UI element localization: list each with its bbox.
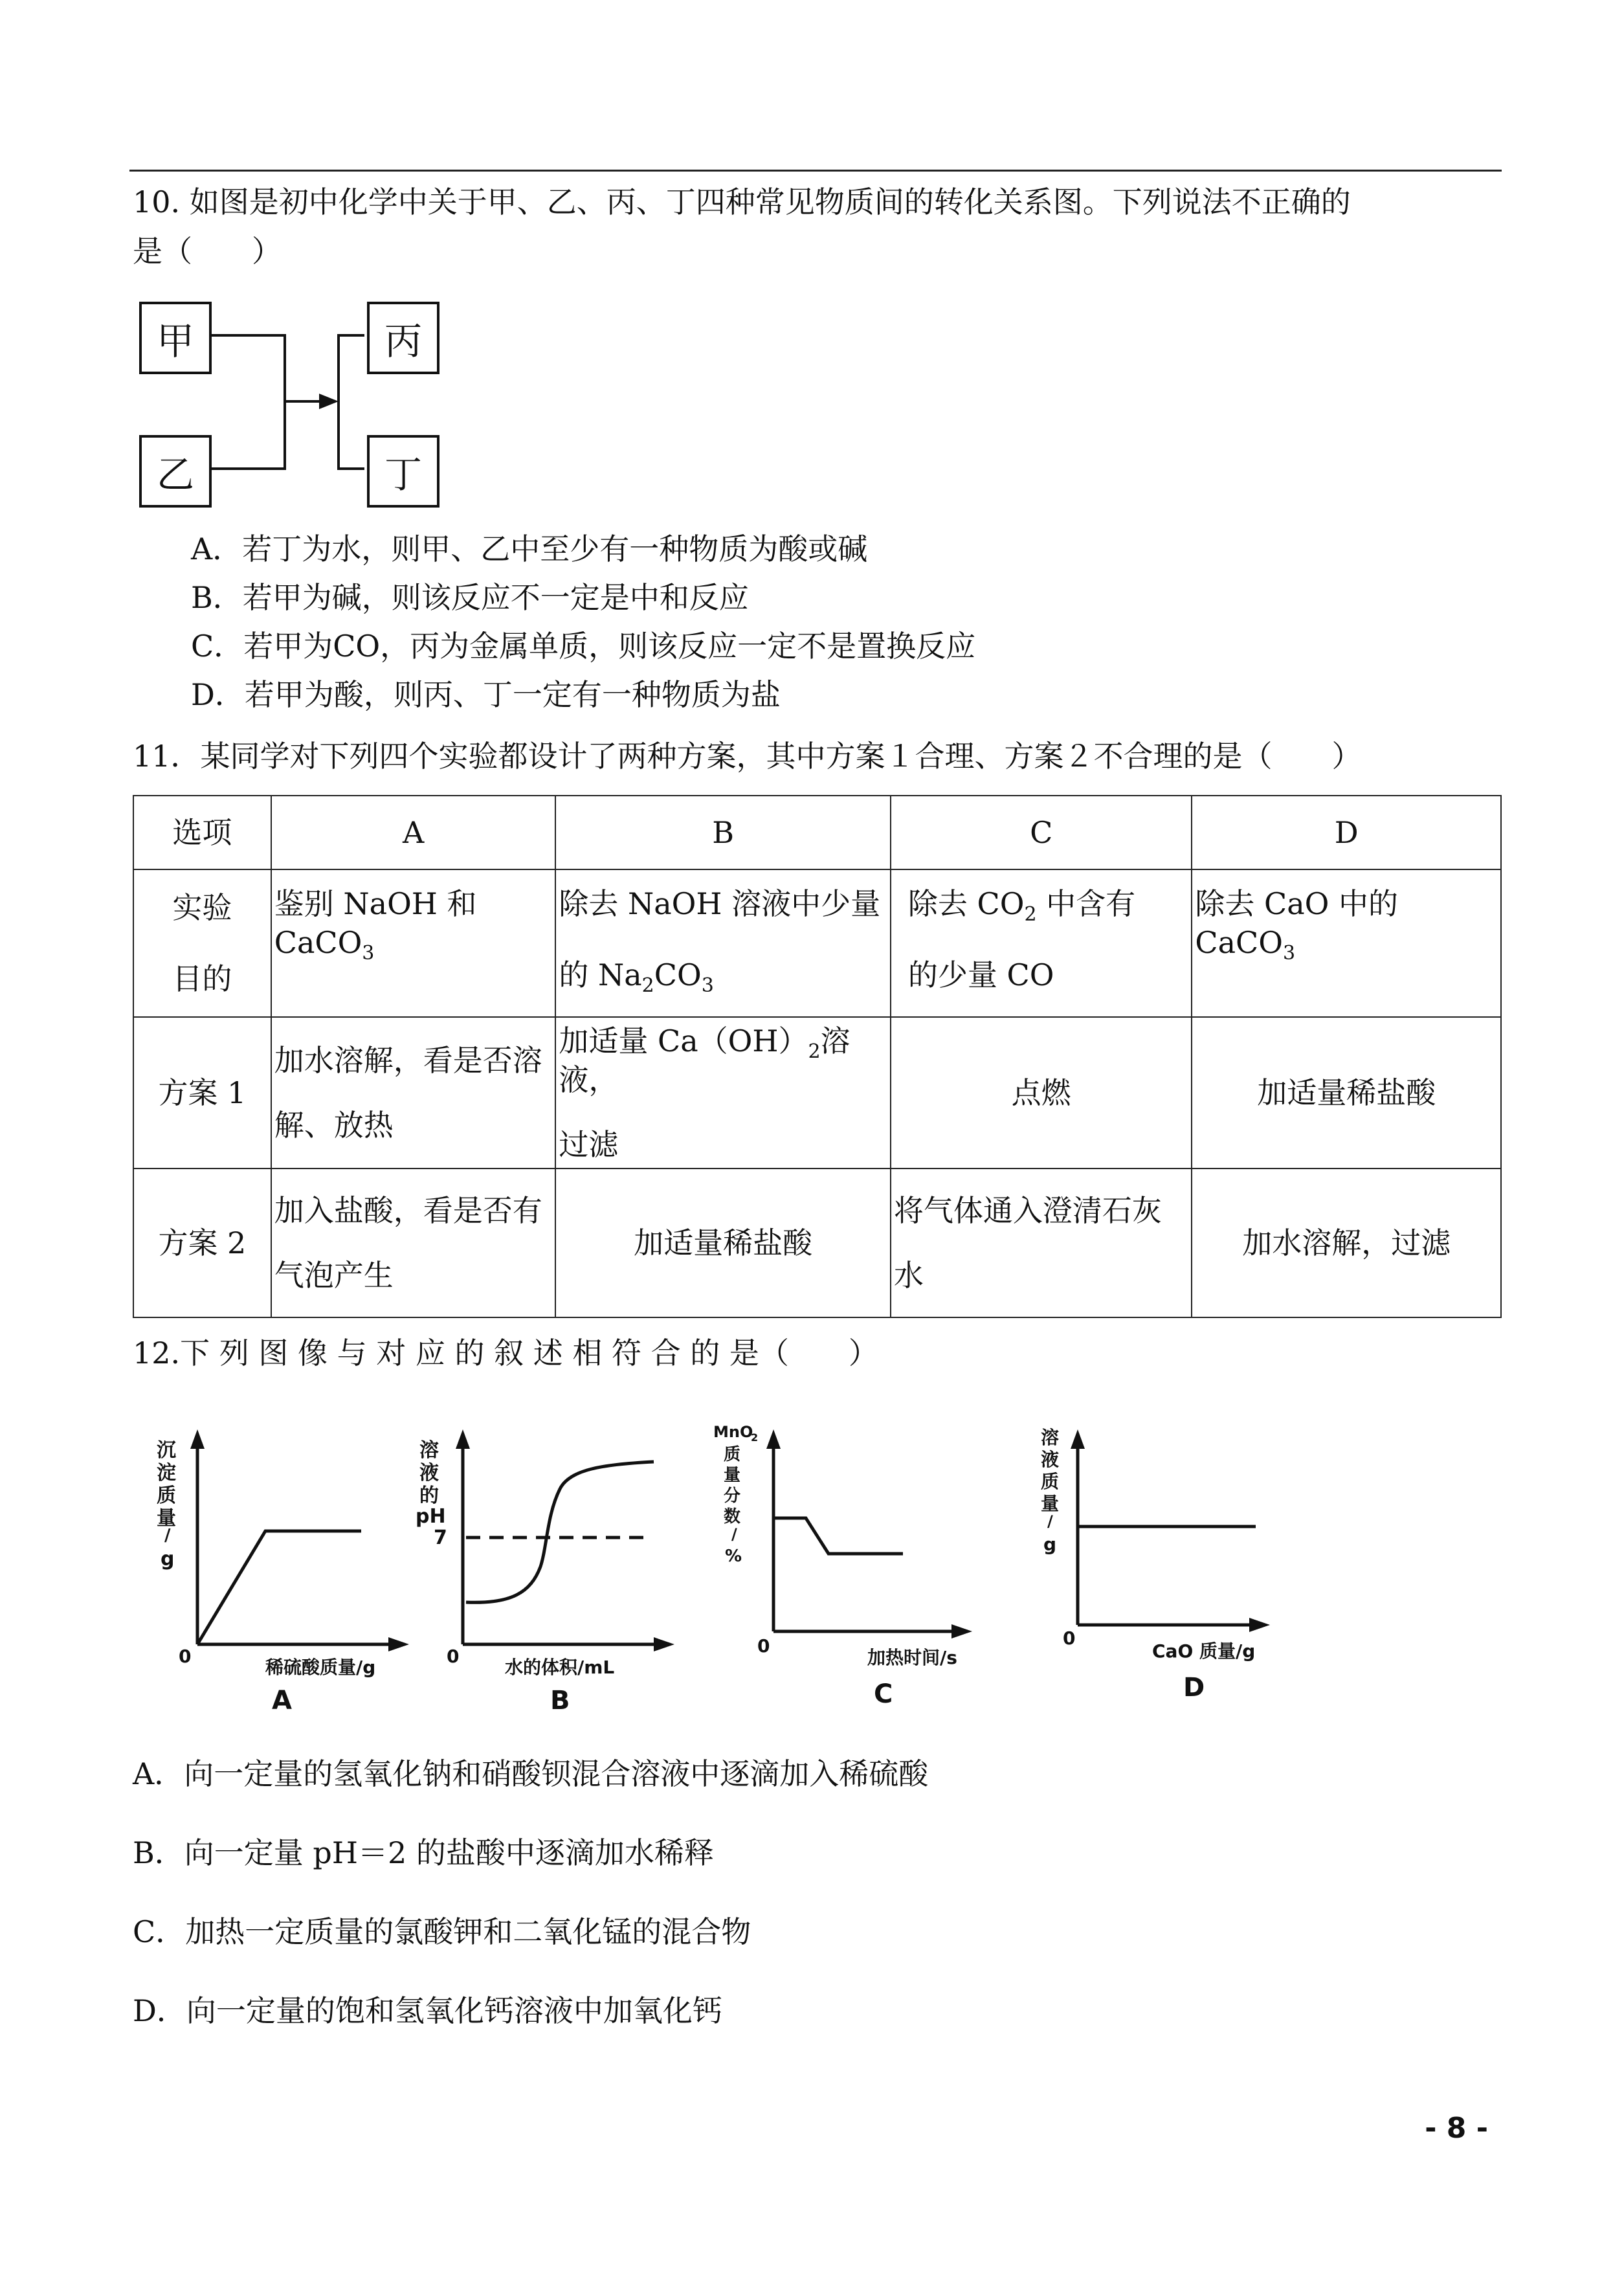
table-row-plan1 [133,1017,1501,1169]
chart-a-origin: 0 [179,1646,192,1667]
q10-option-a: A．若丁为水，则甲、乙中至少有一种物质为酸或碱 [191,531,868,566]
plan2-d: 加水溶解，过滤 [1192,1169,1501,1317]
chart-c-xlabel: 加热时间/s [867,1647,957,1668]
chart-a-x-arrow-icon [388,1637,409,1651]
chart-b-ylabel [416,1439,446,1528]
page-number: - 8 - [1425,2112,1488,2145]
chart-c [706,1418,977,1728]
chart-c-x-arrow-icon [951,1624,972,1639]
q10-option-b: B．若甲为碱，则该反应不一定是中和反应 [191,580,749,615]
chart-b-xlabel: 水的体积/mL [505,1657,615,1678]
q12-option-b: B．向一定量 pH＝2 的盐酸中逐滴加水稀释 [133,1835,714,1870]
box-ding: 丁 [367,435,439,508]
chart-b-y-arrow-icon [456,1429,470,1449]
plan1-b: 加适量 $Ca(OH)_2$溶液， 过滤 [555,1017,891,1169]
svg-text:pH: pH [416,1505,446,1528]
box-bing: 丙 [367,302,439,374]
svg-text:%: % [725,1547,742,1566]
plan2-b: 加适量稀盐酸 [555,1169,891,1317]
header-b: B [555,796,891,869]
plan1-d: 加适量稀盐酸 [1192,1017,1501,1169]
arrow-head-icon [319,394,339,409]
chart-d-xlabel: CaO 质量/g [1152,1640,1256,1662]
q12-option-c: C．加热一定质量的氯酸钾和二氧化锰的混合物 [133,1914,751,1949]
chart-b-ref-label: 7 [434,1527,447,1549]
svg-text:溶: 溶 [1041,1427,1060,1448]
box-yi: 乙 [139,435,212,508]
table-row-purpose [133,869,1501,1017]
chart-a-ylabel [157,1439,176,1571]
chart-d-y-arrow-icon [1071,1429,1085,1449]
q12-option-a: A．向一定量的氢氧化钠和硝酸钡混合溶液中逐滴加入稀硫酸 [133,1756,929,1791]
table-row-plan2 [133,1169,1501,1317]
chart-d-label: D [1183,1673,1205,1703]
purpose-b: 除去 NaOH 溶液中少量 的 $Na_2CO_3$ [555,869,891,1017]
q11-stem: 11．某同学对下列四个实验都设计了两种方案，其中方案１合理、方案２不合理的是（ ） [133,739,1362,774]
svg-text:质: 质 [157,1484,176,1507]
q11-table [133,795,1502,1318]
q10-stem-line2: 是（ ） [133,234,282,269]
chart-c-origin: 0 [757,1635,770,1657]
svg-text:液: 液 [419,1462,439,1484]
q10-option-c: C．若甲为CO，丙为金属单质，则该反应一定不是置换反应 [191,629,976,664]
chart-a [155,1418,414,1728]
chart-b [414,1418,686,1728]
q10-stem-line1: 10. 如图是初中化学中关于甲、乙、丙、丁四种常见物质间的转化关系图。下列说法不正确的 [133,185,1351,219]
chart-b-origin: 0 [447,1646,460,1667]
svg-text:量: 量 [157,1507,176,1530]
chart-c-label: C [874,1679,893,1709]
chart-b-x-arrow-icon [654,1637,674,1651]
svg-text:沉: 沉 [157,1439,176,1462]
svg-text:量: 量 [1041,1493,1060,1514]
chart-c-ylabel [713,1423,758,1566]
chart-d-x-arrow-icon [1249,1618,1270,1632]
purpose-d: 除去 CaO 中的 CaCO$_3$ [1192,869,1501,1017]
svg-text:MnO: MnO [713,1423,753,1441]
header-a: A [271,796,556,869]
plan2-c: 将气体通入澄清石灰 水 [891,1169,1192,1317]
svg-text:/: / [1047,1512,1053,1530]
box-jia: 甲 [139,302,212,374]
plan1-c: 点燃 [891,1017,1192,1169]
svg-text:溶: 溶 [419,1439,439,1462]
chart-a-y-arrow-icon [190,1429,205,1449]
top-rule [129,170,1502,172]
chart-c-y-arrow-icon [766,1429,781,1449]
row-label-plan1: 方案 1 [133,1017,271,1169]
table-header-row [133,796,1501,869]
header-d: D [1192,796,1501,869]
chart-a-xlabel: 稀硫酸质量/g [265,1657,376,1678]
chart-d-ylabel [1041,1427,1059,1555]
svg-text:g: g [161,1548,175,1571]
purpose-a: 鉴别 NaOH 和 CaCO$_3$ [271,869,556,1017]
q10-option-d: D．若甲为酸，则丙、丁一定有一种物质为盐 [191,677,781,712]
svg-text:2: 2 [751,1431,759,1444]
row-label-purpose: 实验 目的 [133,869,271,1017]
svg-text:量: 量 [724,1466,741,1485]
chart-a-label: A [272,1686,292,1716]
q12-stem: 12.下 列 图 像 与 对 应 的 叙 述 相 符 合 的 是（ ） [133,1336,878,1370]
svg-text:/: / [731,1525,737,1543]
row-label-plan2: 方案 2 [133,1169,271,1317]
svg-text:g: g [1043,1534,1057,1555]
conversion-diagram [133,298,469,511]
svg-text:/: / [164,1526,171,1545]
chart-b-label: B [550,1686,570,1716]
plan1-a: 加水溶解，看是否溶 解、放热 [271,1017,556,1169]
diagram-connectors [133,298,469,511]
svg-text:液: 液 [1041,1449,1060,1470]
chart-d-origin: 0 [1063,1627,1076,1649]
header-option: 选项 [133,796,271,869]
svg-text:质: 质 [724,1445,741,1464]
q12-option-d: D．向一定量的饱和氢氧化钙溶液中加氧化钙 [133,1993,722,2028]
svg-text:数: 数 [724,1507,741,1527]
header-c: C [891,796,1192,869]
svg-text:淀: 淀 [157,1462,176,1484]
chart-a-series-line [197,1531,361,1644]
svg-text:的: 的 [419,1484,439,1507]
plan2-a: 加入盐酸，看是否有 气泡产生 [271,1169,556,1317]
chart-b-series-line [466,1462,654,1602]
svg-text:分: 分 [724,1486,741,1506]
chart-d [1010,1418,1282,1728]
purpose-c: 除去 $CO_2$ 中含有 的少量 CO [891,869,1192,1017]
svg-text:质: 质 [1041,1471,1060,1492]
chart-c-series-line [773,1518,903,1554]
